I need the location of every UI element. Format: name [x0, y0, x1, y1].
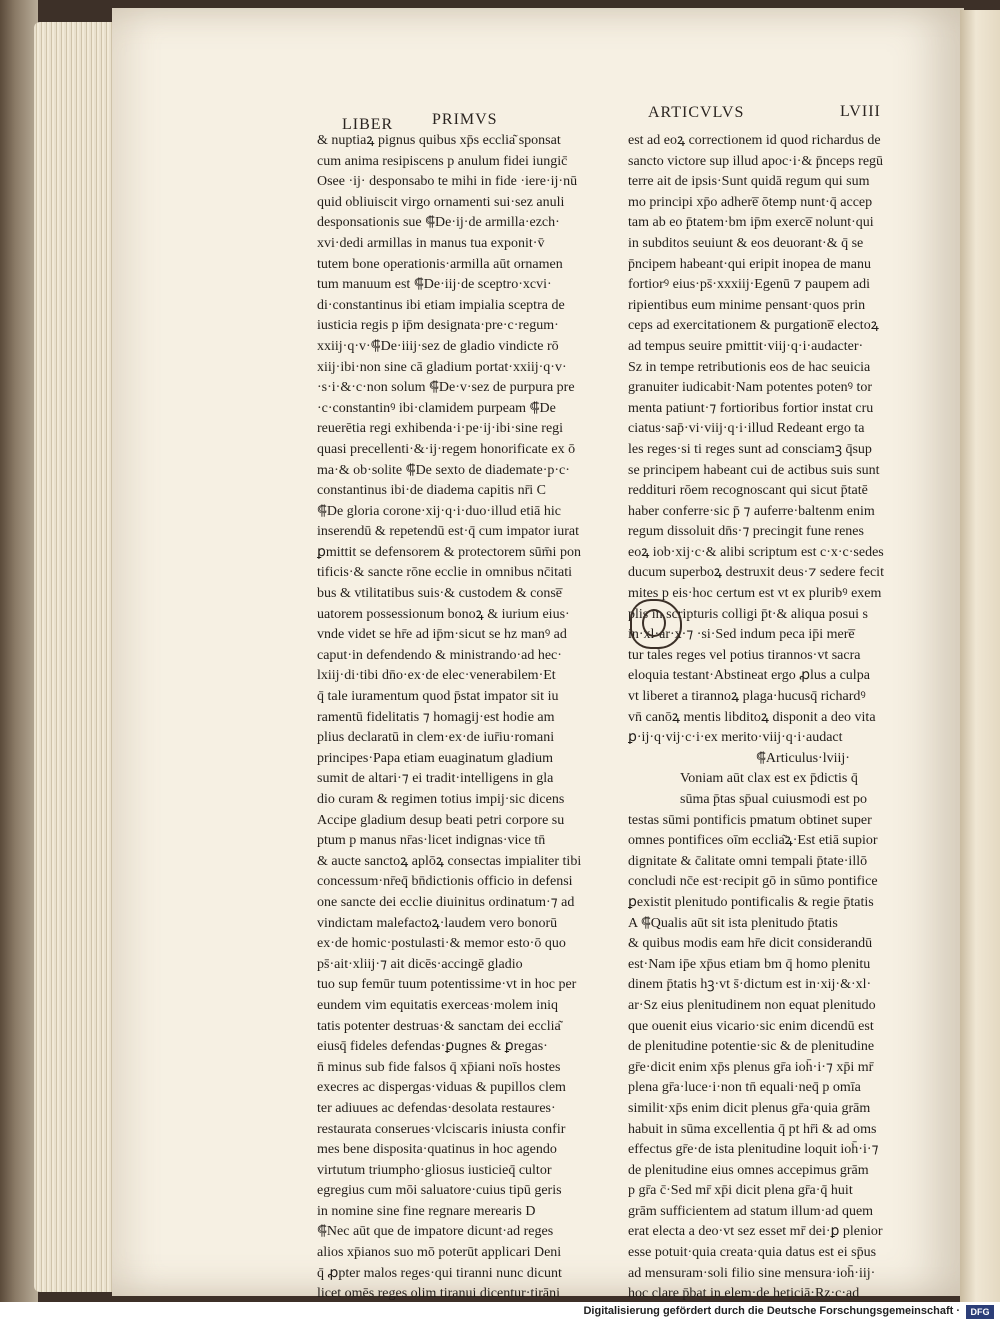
text-line: principes·Papa etiam euaginatum gladium: [317, 750, 553, 766]
text-line: quid obliuiscit virgo ornamenti sui·sez anuli: [317, 194, 565, 210]
text-line: licet omēs reges olim tiranui dicentur·tirāni: [317, 1286, 560, 1302]
text-line: de plenitudine potentie·sic & de plenitudine: [628, 1039, 875, 1055]
text-line: Voniam aūt clax est ex p̄dictis q̄: [680, 771, 858, 787]
text-line: q̄ tale iuramentum quod p̄stat impator sit iu: [317, 689, 559, 705]
running-head-primus: PRIMVS: [432, 111, 498, 128]
text-line: lxiij·di·tibi dn̄o·ex·de elec·venerabilem·Et: [317, 668, 556, 684]
text-line: erat electa a deo·vt sez esset mr̄ dei·ꝑ plenior: [628, 1224, 883, 1240]
text-line: mo principi xp̄o adhere̅ ōtemp nunt·q̄ accep: [628, 194, 873, 210]
text-line: sancto victore sup illud apoc·i·& p̄nceps regū: [628, 153, 884, 169]
text-line: est·Nam ip̄e xp̄us etiam bm q̄ homo plenitu: [628, 956, 871, 972]
running-head-liber: LIBER: [342, 116, 394, 133]
text-line: les reges·si ti reges sunt ad consciamꝫ q̄sup: [628, 441, 872, 457]
text-line: ꝑexistit plenitudo pontificalis & regie p̄tatis: [628, 894, 874, 910]
text-line: xiij·ibi·non sine cā gladium portat·xxiij·q·v·: [317, 359, 567, 375]
text-line: in nomine sine fine regnare merearis D: [317, 1203, 536, 1219]
next-page-edge: [960, 10, 1000, 1302]
text-line: tatis potenter destruas·& sanctam dei ecclia͂: [317, 1018, 561, 1034]
text-line: ꝑmittit se defensorem & protectorem sūm̄i pon: [317, 544, 581, 560]
decorated-initial-q: [630, 599, 682, 649]
text-line: hoc clare p̄bat in elem·de heticiā·Rz·c·ad: [628, 1286, 860, 1302]
footer-bar: [0, 1302, 1000, 1322]
text-line: iusticia regis p ip̄m designata·pre·c·regum·: [317, 318, 559, 334]
text-line: reuerētia regi exhibenda·i·pe·ij·ibi·sine regi: [317, 421, 564, 437]
text-line: p̄ncipem habeant·qui eripit inopea de manu: [628, 256, 871, 272]
text-line: ma·& ob·solite ⸿De sexto de diademate·p·c·: [317, 462, 570, 478]
text-line: concludi nc̄e est·recipit gō in sūmo pontifice: [628, 874, 878, 890]
text-line: mes bene disposita·quatinus in hoc agendo: [317, 1142, 557, 1158]
text-line: fortiorꝰ eius·ps̄·xxxiij·Egenū ⁊ paupem adi: [628, 277, 870, 293]
text-line: Accipe gladium desup beati petri corpore su: [317, 812, 565, 828]
folio-number: LVIII: [840, 103, 881, 120]
text-line: ⸿De gloria corone·xij·q·i·duo·illud etiā hic: [317, 503, 561, 519]
text-line: ad tempus seuire pmittit·viij·q·i·audacter·: [628, 338, 864, 354]
text-line: ps̄·ait·xliij·⁊ ait dicēs·accingē gladio: [317, 956, 523, 972]
text-line: tum manuum est ⸿De·iij·de sceptro·xcvi·: [317, 277, 552, 293]
text-line: effectus gr̄e·de ista plenitudine loquit ioh̄·i·⁊: [628, 1142, 879, 1158]
text-line: grām sufficientem ad statum illum·ad quem: [628, 1203, 874, 1219]
text-line: ptum p manus nr̄as·licet indignas·vice tn̄: [317, 833, 546, 849]
funding-notice: Digitalisierung gefördert durch die Deutsche Forschungsgemeinschaft ·: [583, 1305, 960, 1317]
text-line: esse potuit·quia creata·quia datus est ei sp̄us: [628, 1245, 877, 1261]
text-line: Sz in tempe retributionis eos de hac seuicia: [628, 359, 871, 375]
text-line: se principem habeant cui de actibus suis sunt: [628, 462, 880, 478]
text-line: xxiij·q·v·⸿De·iiij·sez de gladio vindicte rō: [317, 338, 559, 354]
text-line: est ad eoꝝ correctionem id quod richardus de: [628, 133, 881, 148]
text-line: plena gr̄a·luce·i·non tn̄ equali·neq̄ p omīa: [628, 1080, 861, 1096]
dfg-logo: DFG: [966, 1305, 994, 1319]
text-line: caput·in defendendo & ministrando·ad hec·: [317, 647, 562, 663]
text-line: xvi·dedi armillas in manus tua exponit·v̄: [317, 235, 545, 251]
text-line: que ouenit eius vicario·sic enim dicendū est: [628, 1018, 874, 1034]
text-line: inserendū & repetendū est·q̄ cum impator iurat: [317, 524, 580, 540]
text-line: one sancte dei ecclie diuinitus ordinatum·⁊ ad: [317, 894, 575, 910]
text-line: ⸿Nec aūt que de impatore dicunt·ad reges: [317, 1224, 554, 1240]
text-line: eiusq̄ fideles defendas·ꝑugnes & ꝑregas·: [317, 1039, 548, 1055]
text-line: granuiter iudicabit·Nam potentes potenꝰ tor: [628, 380, 873, 396]
text-line: egregius cum mōi saluatore·cuius tipū geris: [317, 1183, 562, 1199]
text-line: ad mensuram·soli filio sine mensura·ioh̄·iij·: [628, 1265, 876, 1281]
text-line: ripientibus eum minime pensant·quos prin: [628, 297, 866, 313]
text-line: vn̄ canōꝝ mentis libditoꝝ disponit a deo vita: [628, 709, 876, 725]
text-line: ꝑ·ij·q·vij·c·i·ex merito·viij·q·i·audact: [628, 730, 843, 746]
text-line: plis in scripturis colligi p̄t·& aliqua posui s: [628, 606, 868, 622]
text-line: uatorem possessionum bonoꝝ & iurium eius·: [317, 606, 570, 622]
text-line: haber conferre·sic p̄ ⁊ auferre·baltenm enim: [628, 503, 875, 519]
text-line: mites p eis·hoc certum est vt ex pluribꝰ exem: [628, 586, 882, 602]
text-line: ciatus·sap̄·vi·viij·q·i·illud Redeant ergo ta: [628, 421, 865, 437]
text-line: ex·de homic·postulasti·& memor esto·ō quo: [317, 936, 566, 952]
text-line: A ⸿Qualis aūt sit ista plenitudo p̄tatis: [628, 915, 838, 931]
text-line: vt liberet a tirannoꝝ plaga·hucusq̄ richardꝰ: [628, 689, 866, 705]
text-line: ⸿Articulus·lviij·: [756, 750, 850, 766]
text-line: vnde videt se hr̄e ad ip̄m·sicut se hz manꝰ ad: [317, 627, 567, 643]
text-line: testas sūmi pontificis pmatum obtinet super: [628, 812, 872, 828]
text-line: ·s·i·&·c·non solum ⸿De·v·sez de purpura pre: [317, 380, 575, 396]
text-line: alios xp̄ianos suo mō poterūt applicari Deni: [317, 1245, 562, 1261]
text-line: similit·xp̄s enim dicit plenus gr̄a·quia grām: [628, 1100, 871, 1116]
text-line: dinem p̄tatis hꝫ·vt s̄·dictum est in·xij·&·xl·: [628, 977, 872, 993]
text-line: in subditos seuiunt & eos deuorant·& q̄ se: [628, 235, 864, 251]
right-text-column: [628, 131, 908, 1302]
left-text-column: [317, 131, 605, 1302]
text-line: tam ab eo p̄tatem·bm ip̄m exerce̅ nolunt·qui: [628, 215, 874, 231]
text-line: bus & vtilitatibus suis·& custodem & conse̅: [317, 586, 562, 602]
text-line: regum dissoluit dn̄s·⁊ precingit fune renes: [628, 524, 864, 540]
text-line: ramentū fidelitatis ⁊ homagij·est hodie am: [317, 709, 555, 725]
text-line: eoꝝ iob·xij·c·& alibi scriptum est c·x·c·sedes: [628, 544, 884, 560]
text-line: desponsationis sue ⸿De·ij·de armilla·ezch·: [317, 215, 560, 231]
text-line: dio curam & regimen totius impij·sic dicens: [317, 792, 565, 807]
text-line: menta patiunt·⁊ fortioribus fortior instat cru: [628, 400, 874, 416]
text-line: ter adiuues ac defendas·desolata restaures·: [317, 1100, 556, 1116]
text-line: restaurata conserues·vlciscaris iniusta confir: [317, 1121, 566, 1137]
text-line: eloquia testant·Abstineat ergo ꝓlus a culpa: [628, 668, 870, 684]
text-line: ducum superboꝝ destruxit deus·⁊ sedere fecit: [628, 565, 884, 581]
text-line: vindictam malefactoꝝ·laudem vero bonorū: [317, 915, 558, 931]
text-line: tuo sup femūr tuum potentissime·vt in hoc per: [317, 977, 577, 993]
text-line: ar·Sz eius plenitudinem non equat plenitudo: [628, 997, 876, 1013]
text-line: gr̄e·dicit enim xp̄s plenus gr̄a ioh̄·i·⁊ xp̄i mr̄: [628, 1059, 874, 1075]
text-line: omnes pontifices oīm ecclia͂ꝝ·Est etiā supior: [628, 833, 878, 849]
text-line: dignitate & c̄alitate omni tempali p̄tate·illō: [628, 853, 868, 869]
text-line: de plenitudine eius omnes accepimus grām: [628, 1162, 869, 1178]
text-line: reddituri rōem recognoscant qui sicut p̄tatē: [628, 483, 868, 499]
text-line: in·xl·ar·x·⁊ ·si·Sed indum peca ip̄i mere̅: [628, 627, 855, 643]
page-edges: [34, 22, 116, 1292]
text-line: & nuptiaꝝ pignus quibus xp̄s ecclia͂ sponsat: [317, 133, 561, 148]
text-line: sūma p̄tas sp̄ual cuiusmodi est po: [680, 792, 868, 807]
running-head-articulus: ARTICVLVS: [648, 104, 745, 121]
text-line: habuit in sūma excellentia q̄ pt hr̄i & ad oms: [628, 1121, 877, 1137]
text-line: cum anima resipiscens p anulum fidei iungic̄: [317, 153, 568, 169]
text-line: & aucte sanctoꝝ aplōꝝ consectas impialiter tibi: [317, 853, 582, 869]
text-line: p gr̄a c̄·Sed mr̄ xp̄i dicit plena gr̄a·q̄ huit: [628, 1183, 853, 1199]
text-line: di·constantinus ibi etiam impialia sceptra de: [317, 297, 565, 313]
text-line: ·c·constantinꝰ ibi·clamidem purpeam ⸿De: [317, 400, 556, 416]
initial-inner-loop: [642, 609, 666, 637]
text-line: tutem bone operationis·armilla aūt ornamen: [317, 256, 563, 272]
text-line: n̄ minus sub fide falsos q̄ xp̄iani noīs hostes: [317, 1059, 561, 1075]
text-line: eundem vim equitatis exerceas·molem iniq: [317, 997, 559, 1013]
text-line: ceps ad exercitationem & purgatione̅ electoꝝ: [628, 318, 879, 334]
text-line: & quibus modis eam hr̄e dicit considerandū: [628, 936, 873, 952]
text-line: sumit de altari·⁊ ei tradit·intelligens in gla: [317, 771, 554, 787]
text-line: tificis·& sancte rōne ecclie in omnibus nc̄itati: [317, 565, 573, 581]
text-line: tur tales reges vel potius tirannos·vt sacra: [628, 647, 861, 663]
book-cover-edge: [0, 0, 38, 1302]
text-line: terre ait de ipsis·Sunt quidā regum qui sum: [628, 174, 870, 190]
text-line: plius declaratū in clem·ex·de iur̄iu·romani: [317, 730, 555, 746]
text-line: virtutum triumpho·gliosus iusticieq̄ cultor: [317, 1162, 552, 1178]
text-line: concessum·nr̄eq̄ bn̄dictionis officio in defensi: [317, 874, 573, 890]
text-line: q̄ ꝓpter malos reges·qui tiranni nunc dicunt: [317, 1265, 562, 1281]
text-line: Osee ·ij· desponsabo te mihi in fide ·iere·ij·nū: [317, 174, 578, 190]
text-line: execres ac dispergas·viduas & pupillos clem: [317, 1080, 566, 1096]
text-line: constantinus ibi·de diadema capitis nr̄i C: [317, 483, 547, 499]
text-line: quasi precellenti·&·ij·regem honorificate ex ō: [317, 441, 576, 457]
